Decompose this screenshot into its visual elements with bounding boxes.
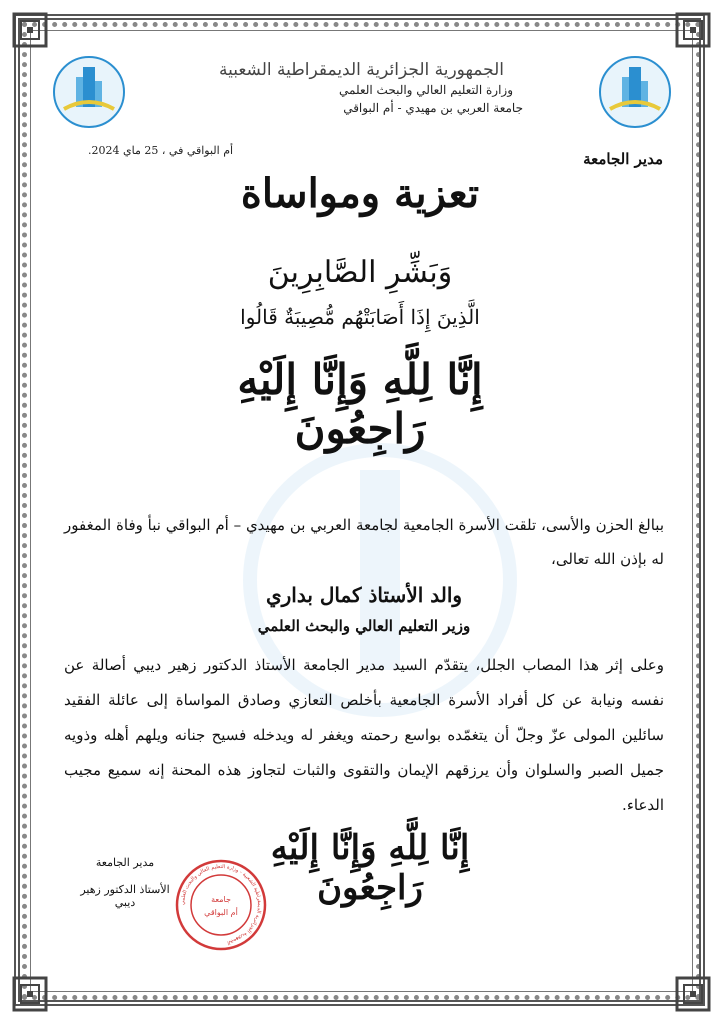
- page-title: تعزية ومواساة: [240, 170, 480, 217]
- corner-ornament-icon: [10, 10, 50, 50]
- quran-verse-3: إِنَّا لِلَّهِ وَإِنَّا إِلَيْهِ رَاجِعُونَ: [237, 355, 483, 453]
- minister-title: وزير التعليم العالي والبحث العلمي: [257, 617, 471, 635]
- university-logo-icon: [598, 55, 672, 129]
- official-stamp-icon: [174, 858, 268, 952]
- corner-ornament-icon: [10, 974, 50, 1014]
- stamp-center-line1: جامعة: [211, 895, 231, 904]
- country-name: الجمهورية الجزائرية الديمقراطية الشعبية: [218, 60, 505, 80]
- closing-verse: إِنَّا لِلَّهِ وَإِنَّا إِلَيْهِ رَاجِعُونَ: [270, 828, 470, 908]
- signature-name: الأستاذ الدكتور زهير ديبي: [80, 883, 170, 909]
- intro-paragraph: ببالغ الحزن والأسى، تلقت الأسرة الجامعية لجامعة العربي بن مهيدي – أم البواقي نبأ وفاة المغفور له بإذن الله تعالى،: [64, 516, 664, 568]
- stamp-center-line2: أم البواقي: [204, 908, 238, 917]
- condolence-paragraph: وعلى إثر هذا المصاب الجلل، يتقدّم السيد مدير الجامعة الأستاذ الدكتور زهير ديبي أصالة عن نفسه ونيابة عن كل أفراد الأسرة الجامعية بأخلص التعازي وصادق المواساة إلى عائلة الفقيد سائلين المولى عزّ وجلّ أن يتغمّده بواسع رحمته ويغفر له ويدخله فسيح جنانه ويلهم أهله وذويه جميل الصبر والسلوان وأن يرزقهم الإيمان والتقوى والثبات لتجاوز هذه المحنة إنه سميع مجيب الدعاء.: [64, 656, 664, 814]
- svg-text:الجمهورية الجزائرية الديمقراطي: [180, 864, 262, 945]
- ministry-name: وزارة التعليم العالي والبحث العلمي: [339, 83, 513, 97]
- university-logo-icon: [52, 55, 126, 129]
- corner-ornament-icon: [673, 10, 713, 50]
- stamp-ring-text: الجمهورية الجزائرية الديمقراطية الشعبية - وزارة التعليم العالي والبحث العلمي: [179, 863, 263, 946]
- office-title: مدير الجامعة: [583, 150, 663, 168]
- deceased-relation: والد الأستاذ كمال بداري: [265, 583, 463, 607]
- date-line: أم البواقي في ، 25 ماي 2024.: [88, 144, 234, 157]
- letterhead: [170, 60, 553, 115]
- quran-verse-1: وَبَشِّرِ الصَّابِرِينَ: [267, 255, 453, 290]
- university-name: جامعة العربي بن مهيدي - أم البواقي: [343, 101, 523, 115]
- quran-verse-2: الَّذِينَ إِذَا أَصَابَتْهُم مُّصِيبَةٌ قَالُوا: [240, 305, 480, 329]
- signature-block: [70, 856, 180, 915]
- signature-title: مدير الجامعة: [95, 856, 155, 869]
- corner-ornament-icon: [673, 974, 713, 1014]
